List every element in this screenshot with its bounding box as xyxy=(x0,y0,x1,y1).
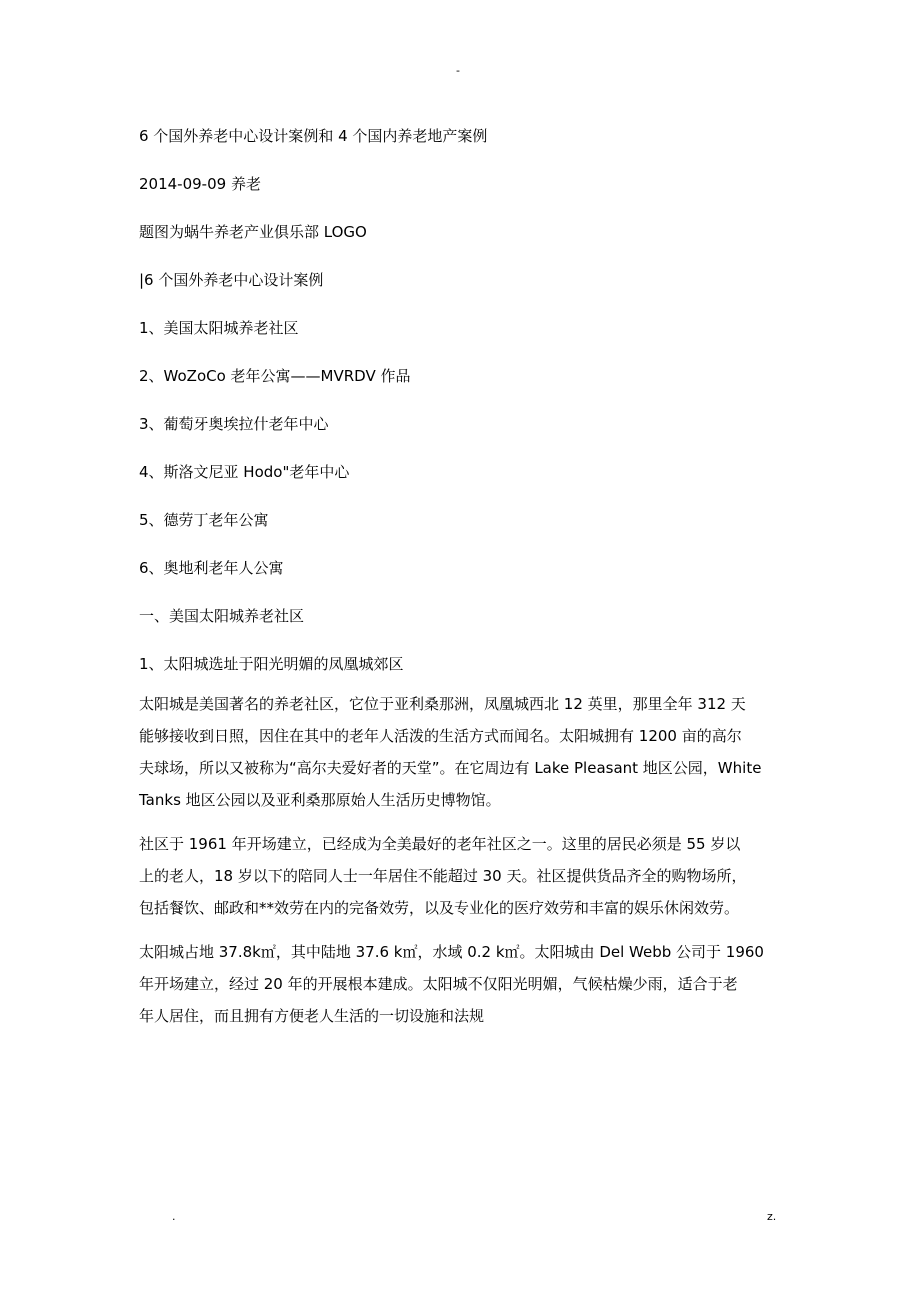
paragraph xyxy=(139,828,783,924)
paragraph-line: 包括餐饮、邮政和**效劳在内的完备效劳，以及专业化的医疗效劳和丰富的娱乐休闲效劳。 xyxy=(139,899,740,917)
footer-right-mark: z. xyxy=(767,1210,777,1223)
paragraph-line: Tanks 地区公园以及亚利桑那原始人生活历史博物馆。 xyxy=(139,791,501,809)
list-item: 1、美国太阳城养老社区 xyxy=(139,319,299,337)
image-caption: 题图为蜗牛养老产业俱乐部 LOGO xyxy=(139,223,367,241)
paragraph-line: 能够接收到日照，因住在其中的老年人活泼的生活方式而闻名。太阳城拥有 1200 亩的高尔 xyxy=(139,727,742,745)
paragraph-line: 上的老人，18 岁以下的陪同人士一年居住不能超过 30 天。社区提供货品齐全的购物场所， xyxy=(139,867,747,885)
list-item: 3、葡萄牙奥埃拉什老年中心 xyxy=(139,415,329,433)
paragraph-line: 社区于 1961 年开场建立，已经成为全美最好的老年社区之一。这里的居民必须是 55 岁以 xyxy=(139,835,741,853)
footer-left-mark: . xyxy=(172,1210,176,1223)
list-item: 6、奥地利老年人公寓 xyxy=(139,559,284,577)
paragraph-line: 年人居住，而且拥有方便老人生活的一切设施和法规 xyxy=(139,1007,485,1025)
list-item: 5、德劳丁老年公寓 xyxy=(139,511,269,529)
paragraph xyxy=(139,688,783,816)
section-heading: |6 个国外养老中心设计案例 xyxy=(139,271,324,289)
paragraph-line: 年开场建立，经过 20 年的开展根本建成。太阳城不仅阳光明媚，气候枯燥少雨，适合于老 xyxy=(139,975,738,993)
list-item: 2、WoZoCo 老年公寓——MVRDV 作品 xyxy=(139,367,411,385)
document-meta: 2014-09-09 养老 xyxy=(139,175,261,193)
sub-heading: 1、太阳城选址于阳光明媚的凤凰城郊区 xyxy=(139,655,404,673)
paragraph-line: 夫球场，所以又被称为“高尔夫爱好者的天堂”。在它周边有 Lake Pleasant 地区公园，White xyxy=(139,759,762,777)
document-body xyxy=(139,124,783,1044)
paragraph xyxy=(139,936,783,1032)
header-mark: - xyxy=(456,64,460,77)
list-item: 4、斯洛文尼亚 Hodo"老年中心 xyxy=(139,463,350,481)
document-title: 6 个国外养老中心设计案例和 4 个国内养老地产案例 xyxy=(139,127,488,145)
paragraph-line: 太阳城是美国著名的养老社区，它位于亚利桑那洲，凤凰城西北 12 英里，那里全年 312 天 xyxy=(139,695,746,713)
chapter-heading: 一、美国太阳城养老社区 xyxy=(139,607,305,625)
paragraph-line: 太阳城占地 37.8k㎡，其中陆地 37.6 k㎡，水域 0.2 k㎡。太阳城由 Del Webb 公司于 1960 xyxy=(139,943,764,961)
